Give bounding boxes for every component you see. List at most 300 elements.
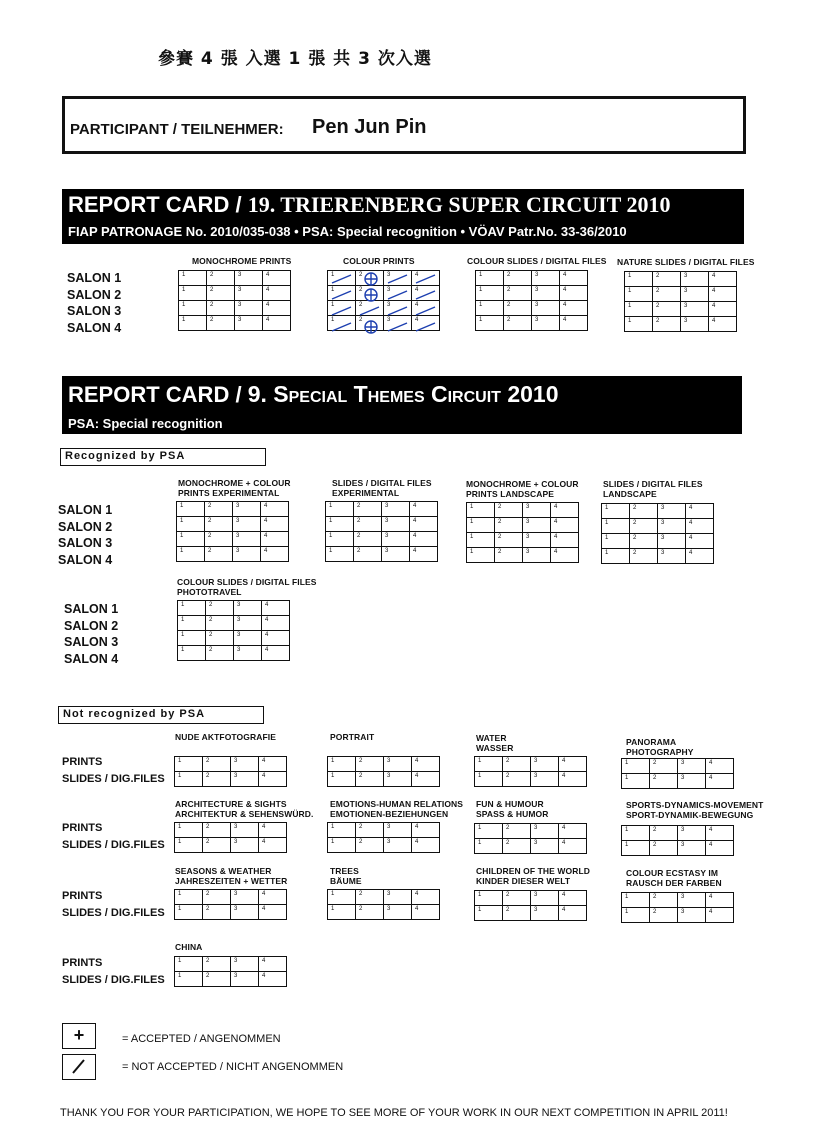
grid-cell[interactable]: 1: [602, 504, 630, 519]
grid-cell[interactable]: 2: [203, 890, 231, 905]
grid-cell[interactable]: 4: [412, 316, 440, 331]
grid-cell[interactable]: 1: [175, 757, 203, 772]
grid-cell[interactable]: 2: [495, 533, 523, 548]
grid-cell[interactable]: 1: [625, 317, 653, 332]
grid-cell[interactable]: 1: [179, 301, 207, 316]
grid-cell[interactable]: 3: [532, 301, 560, 316]
grid-cell[interactable]: 3: [235, 316, 263, 331]
grid-cell[interactable]: 4: [560, 316, 588, 331]
grid-cell[interactable]: 3: [384, 890, 412, 905]
grid-cell[interactable]: 1: [476, 301, 504, 316]
grid-cell[interactable]: 2: [206, 601, 234, 616]
grid-cell[interactable]: 3: [231, 957, 259, 972]
grid-cell[interactable]: 4: [259, 972, 287, 987]
grid-cell[interactable]: 1: [476, 316, 504, 331]
grid-cell[interactable]: 4: [261, 532, 289, 547]
grid-row: [467, 548, 579, 563]
grid-cell[interactable]: 2: [503, 772, 531, 787]
grid-row: [328, 772, 440, 787]
grid-cell[interactable]: 3: [523, 548, 551, 563]
r2-grid-land-prints[interactable]: [466, 502, 579, 563]
theme-grid-children[interactable]: [474, 890, 587, 921]
grid-cell[interactable]: 2: [504, 271, 532, 286]
grid-cell[interactable]: 1: [328, 838, 356, 853]
grid-cell[interactable]: 2: [207, 316, 235, 331]
grid-cell[interactable]: 2: [503, 824, 531, 839]
grid-cell[interactable]: 1: [178, 601, 206, 616]
grid-cell[interactable]: 4: [262, 646, 290, 661]
grid-cell[interactable]: 2: [356, 301, 384, 316]
grid-cell[interactable]: 4: [263, 301, 291, 316]
grid-row: [475, 824, 587, 839]
grid-cell[interactable]: 2: [630, 504, 658, 519]
grid-cell[interactable]: 2: [356, 890, 384, 905]
grid-cell[interactable]: 1: [602, 549, 630, 564]
grid-cell[interactable]: 4: [412, 271, 440, 286]
grid-cell[interactable]: 3: [658, 534, 686, 549]
grid-cell[interactable]: 2: [653, 272, 681, 287]
grid-row: [179, 286, 291, 301]
grid-row: [177, 502, 289, 517]
grid-cell[interactable]: 4: [262, 616, 290, 631]
grid-cell[interactable]: 1: [622, 759, 650, 774]
grid-cell[interactable]: 4: [559, 891, 587, 906]
grid-cell[interactable]: 2: [504, 316, 532, 331]
grid-cell[interactable]: 4: [709, 317, 737, 332]
grid-row: [175, 772, 287, 787]
grid-cell[interactable]: 3: [523, 518, 551, 533]
grid-cell[interactable]: 2: [495, 503, 523, 518]
grid-cell[interactable]: 4: [259, 957, 287, 972]
grid-cell[interactable]: 3: [678, 774, 706, 789]
grid-cell[interactable]: 3: [234, 631, 262, 646]
grid-cell[interactable]: 4: [706, 759, 734, 774]
grid-cell[interactable]: 4: [559, 906, 587, 921]
grid-cell[interactable]: 3: [678, 908, 706, 923]
grid-cell[interactable]: 2: [650, 908, 678, 923]
grid-cell[interactable]: 3: [235, 301, 263, 316]
grid-cell[interactable]: 1: [625, 272, 653, 287]
r1-grid-nature-slides[interactable]: [624, 271, 737, 332]
grid-cell[interactable]: 3: [523, 503, 551, 518]
grid-cell[interactable]: 2: [356, 823, 384, 838]
grid-cell[interactable]: 3: [235, 271, 263, 286]
r1-grid-colour-slides[interactable]: [475, 270, 588, 331]
grid-cell[interactable]: 2: [206, 646, 234, 661]
grid-cell[interactable]: 1: [178, 646, 206, 661]
grid-cell[interactable]: 1: [622, 893, 650, 908]
grid-cell[interactable]: 2: [203, 772, 231, 787]
grid-cell[interactable]: 2: [356, 271, 384, 286]
grid-cell[interactable]: 2: [206, 631, 234, 646]
grid-cell[interactable]: 2: [205, 517, 233, 532]
r2-pt-row-salon3: SALON 3: [64, 635, 119, 649]
grid-cell[interactable]: 4: [709, 287, 737, 302]
grid-cell[interactable]: 1: [328, 890, 356, 905]
r2-grid-exp-slides[interactable]: [325, 501, 438, 562]
grid-cell[interactable]: 3: [233, 532, 261, 547]
grid-cell[interactable]: 4: [706, 893, 734, 908]
grid-cell[interactable]: 3: [384, 301, 412, 316]
grid-cell[interactable]: 4: [262, 601, 290, 616]
grid-cell[interactable]: 3: [681, 272, 709, 287]
grid-cell[interactable]: 3: [233, 547, 261, 562]
grid-cell[interactable]: 2: [653, 287, 681, 302]
r2-grid-exp-prints[interactable]: [176, 501, 289, 562]
grid-cell[interactable]: 4: [412, 301, 440, 316]
grid-row: [175, 823, 287, 838]
grid-cell[interactable]: 4: [412, 905, 440, 920]
grid-cell[interactable]: 1: [179, 286, 207, 301]
grid-row: [622, 774, 734, 789]
grid-cell[interactable]: 3: [532, 271, 560, 286]
grid-cell[interactable]: 4: [412, 772, 440, 787]
grid-cell[interactable]: 2: [503, 891, 531, 906]
grid-cell[interactable]: 2: [205, 502, 233, 517]
grid-cell[interactable]: 3: [523, 533, 551, 548]
grid-cell[interactable]: 1: [328, 271, 356, 286]
grid-cell[interactable]: 1: [625, 302, 653, 317]
grid-cell[interactable]: 4: [412, 286, 440, 301]
theme-grid-portrait[interactable]: [327, 756, 440, 787]
grid-cell[interactable]: 4: [262, 631, 290, 646]
grid-cell[interactable]: 2: [503, 906, 531, 921]
not-accepted-mark: [416, 291, 435, 299]
grid-cell[interactable]: 3: [531, 824, 559, 839]
grid-cell[interactable]: 4: [686, 534, 714, 549]
r2-pt-row-salon4: SALON 4: [64, 651, 119, 666]
grid-row: [622, 826, 734, 841]
theme-grid-emotions[interactable]: [327, 822, 440, 853]
r1-caption-colour-slides: COLOUR SLIDES / DIGITAL FILES: [467, 256, 607, 266]
grid-cell[interactable]: 4: [263, 286, 291, 301]
grid-cell[interactable]: 4: [261, 547, 289, 562]
grid-cell[interactable]: 2: [205, 532, 233, 547]
grid-cell[interactable]: 1: [179, 316, 207, 331]
grid-cell[interactable]: 3: [231, 890, 259, 905]
grid-cell[interactable]: 2: [207, 271, 235, 286]
r2-caption-exp-slides: SLIDES / DIGITAL FILES EXPERIMENTAL: [332, 478, 432, 498]
grid-cell[interactable]: 4: [686, 519, 714, 534]
grid-cell[interactable]: 4: [560, 271, 588, 286]
theme-grid-fun[interactable]: [474, 823, 587, 854]
grid-cell[interactable]: 3: [531, 757, 559, 772]
r2-grid-phototravel[interactable]: [177, 600, 290, 661]
not-recognized-label: Not recognized by PSA: [58, 706, 264, 724]
grid-cell[interactable]: 2: [203, 905, 231, 920]
r2-row-salon4: SALON 4: [58, 552, 113, 567]
grid-cell[interactable]: 1: [175, 838, 203, 853]
grid-cell[interactable]: 1: [622, 826, 650, 841]
grid-cell[interactable]: 1: [475, 772, 503, 787]
r2-row-salon1: SALON 1: [58, 503, 113, 517]
grid-cell[interactable]: 1: [326, 547, 354, 562]
grid-cell[interactable]: 1: [175, 772, 203, 787]
grid-cell[interactable]: 4: [412, 890, 440, 905]
theme-grid-trees[interactable]: [327, 889, 440, 920]
grid-cell[interactable]: 1: [467, 548, 495, 563]
grid-cell[interactable]: 1: [178, 616, 206, 631]
grid-cell[interactable]: 2: [495, 548, 523, 563]
grid-row: [467, 503, 579, 518]
grid-cell[interactable]: 1: [175, 823, 203, 838]
grid-cell[interactable]: 4: [559, 772, 587, 787]
grid-cell[interactable]: 2: [630, 519, 658, 534]
grid-cell[interactable]: 4: [263, 271, 291, 286]
grid-cell[interactable]: 1: [475, 839, 503, 854]
grid-cell[interactable]: 1: [467, 533, 495, 548]
grid-cell[interactable]: 1: [476, 286, 504, 301]
grid-cell[interactable]: 3: [384, 757, 412, 772]
grid-cell[interactable]: 3: [234, 646, 262, 661]
grid-cell[interactable]: 3: [658, 549, 686, 564]
grid-cell[interactable]: 1: [467, 518, 495, 533]
grid-cell[interactable]: 4: [551, 503, 579, 518]
r2-pt-row-salon1: SALON 1: [64, 602, 119, 616]
grid-cell[interactable]: 3: [234, 616, 262, 631]
grid-cell[interactable]: 4: [706, 908, 734, 923]
grid-cell[interactable]: 2: [203, 823, 231, 838]
grid-cell[interactable]: 4: [709, 302, 737, 317]
grid-cell[interactable]: 1: [622, 841, 650, 856]
grid-cell[interactable]: 1: [175, 957, 203, 972]
r2-grid-land-slides[interactable]: [601, 503, 714, 564]
grid-cell[interactable]: 3: [531, 839, 559, 854]
grid-cell[interactable]: 1: [475, 891, 503, 906]
grid-cell[interactable]: 1: [328, 772, 356, 787]
grid-cell[interactable]: 2: [207, 301, 235, 316]
grid-cell[interactable]: 3: [678, 826, 706, 841]
not-accepted-mark: [416, 275, 435, 283]
grid-cell[interactable]: 2: [504, 286, 532, 301]
grid-cell[interactable]: 2: [354, 532, 382, 547]
grid-cell[interactable]: 1: [467, 503, 495, 518]
grid-cell[interactable]: 1: [175, 905, 203, 920]
grid-cell[interactable]: 3: [231, 838, 259, 853]
grid-cell[interactable]: 2: [650, 774, 678, 789]
grid-cell[interactable]: 4: [259, 905, 287, 920]
theme-grid-ecstasy[interactable]: [621, 892, 734, 923]
grid-cell[interactable]: 3: [231, 757, 259, 772]
grid-cell[interactable]: 2: [503, 757, 531, 772]
grid-cell[interactable]: 4: [259, 890, 287, 905]
grid-cell[interactable]: 3: [231, 772, 259, 787]
grid-cell[interactable]: 4: [706, 826, 734, 841]
theme-grid-sports[interactable]: [621, 825, 734, 856]
grid-cell[interactable]: 1: [328, 301, 356, 316]
grid-cell[interactable]: 2: [356, 316, 384, 331]
grid-cell[interactable]: 3: [681, 302, 709, 317]
grid-cell[interactable]: 4: [410, 517, 438, 532]
grid-cell[interactable]: 4: [410, 532, 438, 547]
grid-cell[interactable]: 1: [475, 824, 503, 839]
grid-cell[interactable]: 3: [532, 316, 560, 331]
grid-cell[interactable]: 3: [678, 841, 706, 856]
grid-cell[interactable]: 2: [650, 893, 678, 908]
grid-cell[interactable]: 3: [532, 286, 560, 301]
legend-accepted-symbol: +: [62, 1023, 96, 1049]
grid-cell[interactable]: 1: [328, 286, 356, 301]
grid-cell[interactable]: 4: [709, 272, 737, 287]
grid-cell[interactable]: 4: [686, 549, 714, 564]
grid-cell[interactable]: 2: [356, 772, 384, 787]
grid-cell[interactable]: 1: [475, 906, 503, 921]
grid-cell[interactable]: 3: [658, 504, 686, 519]
grid-cell[interactable]: 4: [706, 841, 734, 856]
grid-row: [175, 972, 287, 987]
grid-cell[interactable]: 2: [504, 301, 532, 316]
r1-grid-monochrome[interactable]: [178, 270, 291, 331]
grid-cell[interactable]: 3: [234, 601, 262, 616]
grid-cell[interactable]: 1: [622, 774, 650, 789]
grid-cell[interactable]: 1: [328, 823, 356, 838]
grid-cell[interactable]: 3: [681, 287, 709, 302]
grid-cell[interactable]: 2: [650, 826, 678, 841]
grid-cell[interactable]: 1: [326, 517, 354, 532]
grid-cell[interactable]: 3: [384, 823, 412, 838]
grid-cell[interactable]: 1: [177, 502, 205, 517]
grid-cell[interactable]: 4: [259, 772, 287, 787]
grid-cell[interactable]: 2: [354, 502, 382, 517]
grid-cell[interactable]: 2: [495, 518, 523, 533]
report2-subtitle: PSA: Special recognition: [68, 416, 223, 431]
grid-cell[interactable]: 4: [551, 518, 579, 533]
grid-cell[interactable]: 1: [328, 316, 356, 331]
grid-cell[interactable]: 4: [551, 548, 579, 563]
grid-cell[interactable]: 3: [384, 772, 412, 787]
grid-cell[interactable]: 1: [602, 534, 630, 549]
grid-cell[interactable]: 1: [175, 890, 203, 905]
grid-cell[interactable]: 4: [559, 839, 587, 854]
grid-cell[interactable]: 2: [356, 838, 384, 853]
grid-cell[interactable]: 1: [175, 972, 203, 987]
grid-cell[interactable]: 3: [678, 759, 706, 774]
theme-grid-panorama[interactable]: [621, 758, 734, 789]
grid-cell[interactable]: 1: [622, 908, 650, 923]
grid-cell[interactable]: 4: [551, 533, 579, 548]
grid-cell[interactable]: 4: [261, 517, 289, 532]
grid-cell[interactable]: 2: [650, 759, 678, 774]
grid-cell[interactable]: 2: [354, 517, 382, 532]
theme-grid-seasons[interactable]: [174, 889, 287, 920]
grid-cell[interactable]: 2: [653, 302, 681, 317]
grid-cell[interactable]: 2: [203, 838, 231, 853]
theme-grid-architecture[interactable]: [174, 822, 287, 853]
grid-cell[interactable]: 2: [650, 841, 678, 856]
grid-cell[interactable]: 3: [382, 502, 410, 517]
grid-cell[interactable]: 4: [706, 774, 734, 789]
grid-cell[interactable]: 2: [207, 286, 235, 301]
grid-row: [476, 271, 588, 286]
grid-cell[interactable]: 3: [384, 271, 412, 286]
grid-row: [175, 757, 287, 772]
theme4-row-slides: SLIDES / DIG.FILES: [62, 973, 165, 986]
grid-cell[interactable]: 1: [476, 271, 504, 286]
theme-row-labels-1: [62, 754, 165, 787]
grid-cell[interactable]: 1: [177, 532, 205, 547]
grid-cell[interactable]: 2: [356, 905, 384, 920]
theme-grid-china[interactable]: [174, 956, 287, 987]
grid-cell[interactable]: 3: [658, 519, 686, 534]
grid-cell[interactable]: 4: [261, 502, 289, 517]
grid-cell[interactable]: 4: [263, 316, 291, 331]
theme2-row-prints: PRINTS: [62, 822, 103, 834]
grid-cell[interactable]: 3: [235, 286, 263, 301]
grid-cell[interactable]: 1: [625, 287, 653, 302]
grid-cell[interactable]: 2: [356, 757, 384, 772]
grid-cell[interactable]: 3: [681, 317, 709, 332]
grid-cell[interactable]: 2: [203, 972, 231, 987]
grid-cell[interactable]: 3: [231, 905, 259, 920]
grid-cell[interactable]: 2: [653, 317, 681, 332]
grid-cell[interactable]: 4: [559, 824, 587, 839]
grid-cell[interactable]: 4: [412, 838, 440, 853]
grid-cell[interactable]: 3: [382, 532, 410, 547]
grid-cell[interactable]: 3: [233, 517, 261, 532]
grid-cell[interactable]: 2: [630, 549, 658, 564]
grid-cell[interactable]: 1: [178, 631, 206, 646]
grid-cell[interactable]: 4: [560, 301, 588, 316]
grid-cell[interactable]: 2: [354, 547, 382, 562]
grid-cell[interactable]: 3: [531, 891, 559, 906]
grid-cell[interactable]: 1: [602, 519, 630, 534]
grid-cell[interactable]: 1: [177, 547, 205, 562]
grid-cell[interactable]: 4: [259, 823, 287, 838]
grid-cell[interactable]: 1: [177, 517, 205, 532]
grid-cell[interactable]: 2: [206, 616, 234, 631]
grid-cell[interactable]: 3: [384, 286, 412, 301]
grid-cell[interactable]: 3: [231, 972, 259, 987]
grid-cell[interactable]: 1: [328, 905, 356, 920]
grid-cell[interactable]: 4: [410, 502, 438, 517]
grid-cell[interactable]: 1: [475, 757, 503, 772]
grid-row: [622, 893, 734, 908]
grid-cell[interactable]: 1: [326, 502, 354, 517]
grid-cell[interactable]: 4: [559, 757, 587, 772]
grid-cell[interactable]: 3: [531, 772, 559, 787]
grid-cell[interactable]: 4: [259, 838, 287, 853]
grid-cell[interactable]: 3: [678, 893, 706, 908]
grid-cell[interactable]: 2: [203, 757, 231, 772]
theme-grid-nude[interactable]: [174, 756, 287, 787]
grid-cell[interactable]: 2: [203, 957, 231, 972]
grid-cell[interactable]: 4: [412, 757, 440, 772]
grid-cell[interactable]: 3: [233, 502, 261, 517]
grid-row: [177, 517, 289, 532]
grid-cell[interactable]: 1: [179, 271, 207, 286]
grid-cell[interactable]: 3: [384, 316, 412, 331]
grid-cell[interactable]: 1: [328, 757, 356, 772]
grid-cell[interactable]: 4: [259, 757, 287, 772]
grid-cell[interactable]: 4: [686, 504, 714, 519]
grid-cell[interactable]: 2: [503, 839, 531, 854]
grid-cell[interactable]: 2: [205, 547, 233, 562]
grid-cell[interactable]: 3: [382, 517, 410, 532]
grid-cell[interactable]: 1: [326, 532, 354, 547]
grid-cell[interactable]: 3: [531, 906, 559, 921]
grid-cell[interactable]: 2: [630, 534, 658, 549]
grid-cell[interactable]: 3: [231, 823, 259, 838]
grid-cell[interactable]: 4: [412, 823, 440, 838]
grid-cell[interactable]: 3: [384, 905, 412, 920]
grid-row: [179, 316, 291, 331]
grid-cell[interactable]: 3: [384, 838, 412, 853]
grid-cell[interactable]: 2: [356, 286, 384, 301]
grid-cell[interactable]: 4: [410, 547, 438, 562]
theme-grid-water[interactable]: [474, 756, 587, 787]
grid-cell[interactable]: 4: [560, 286, 588, 301]
grid-cell[interactable]: 3: [382, 547, 410, 562]
